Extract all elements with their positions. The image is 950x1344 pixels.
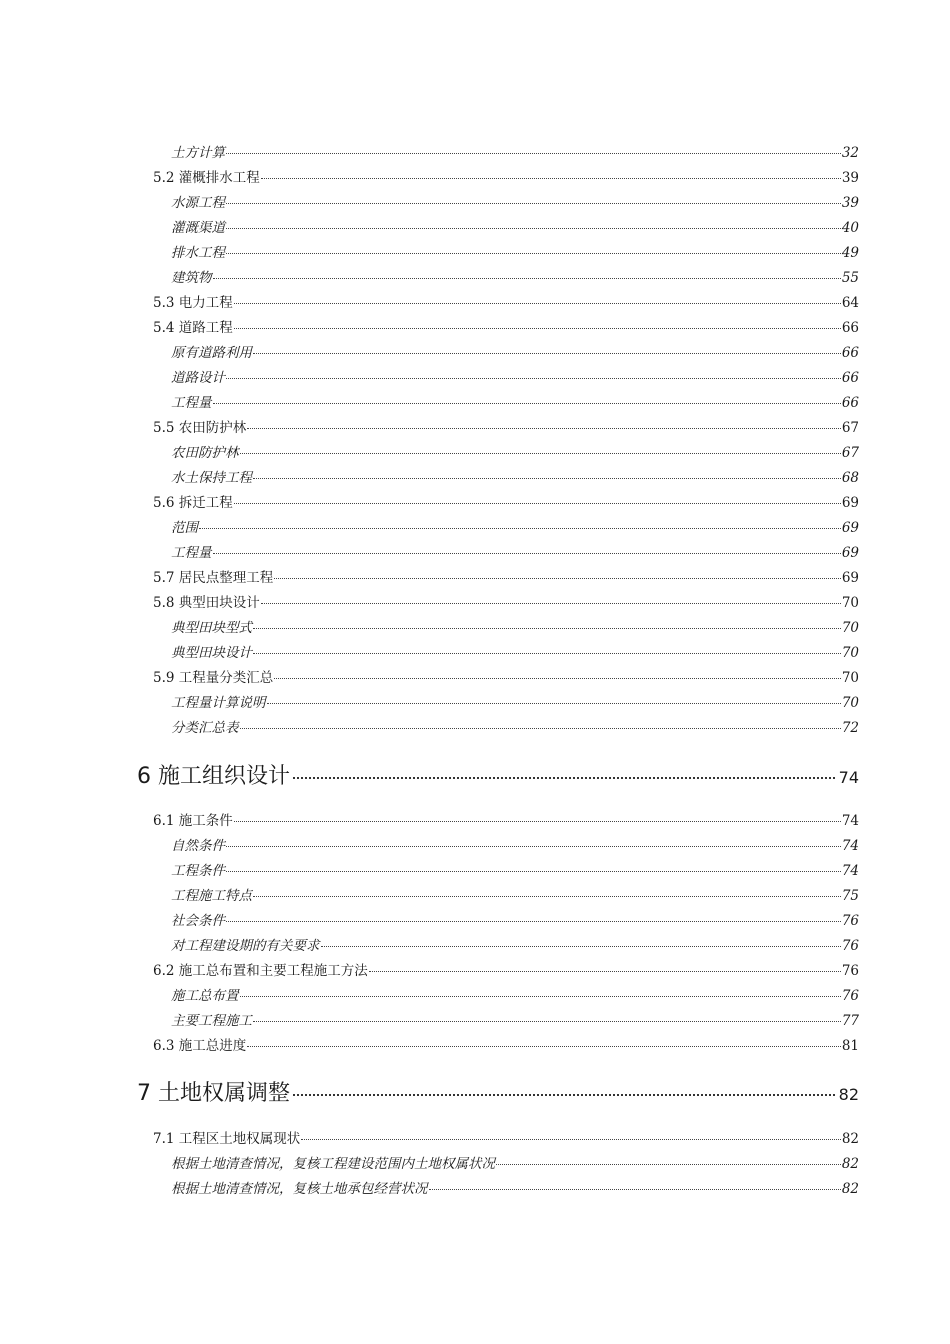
toc-entry-label: 根据土地清查情况，复核工程建设范围内土地权属状况: [171, 1156, 495, 1172]
toc-entry[interactable]: [171, 241, 859, 261]
toc-entry[interactable]: [171, 1009, 859, 1029]
toc-entry-label: 典型田块设计: [171, 645, 252, 661]
toc-entry[interactable]: [171, 691, 859, 711]
dot-leader: [496, 1164, 841, 1165]
dot-leader: [234, 303, 841, 304]
toc-entry-label: 6.1 施工条件: [153, 813, 233, 829]
dot-leader: [226, 846, 841, 847]
dot-leader: [293, 1094, 835, 1096]
toc-page-number: 69: [841, 495, 859, 511]
toc-entry[interactable]: [171, 984, 859, 1004]
toc-entry-label: 水土保持工程: [171, 470, 252, 486]
dot-leader: [253, 353, 841, 354]
dot-leader: [253, 653, 841, 654]
toc-entry-label: 水源工程: [171, 195, 225, 211]
dot-leader: [213, 278, 841, 279]
toc-entry[interactable]: [171, 1177, 859, 1197]
dot-leader: [261, 178, 841, 179]
toc-entry[interactable]: [153, 959, 859, 979]
dot-leader: [267, 703, 841, 704]
toc-entry-label: 6.3 施工总进度: [153, 1038, 247, 1054]
dot-leader: [199, 528, 841, 529]
toc-entry-label: 分类汇总表: [171, 720, 239, 736]
toc-entry[interactable]: [153, 316, 859, 336]
toc-entry[interactable]: [153, 566, 859, 586]
toc-entry[interactable]: [171, 516, 859, 536]
dot-leader: [369, 971, 841, 972]
toc-page-number: 70: [841, 670, 859, 686]
dot-leader: [253, 628, 841, 629]
toc-entry[interactable]: [153, 166, 859, 186]
dot-leader: [321, 946, 841, 947]
toc-page-number: 82: [841, 1156, 859, 1172]
toc-entry[interactable]: [153, 591, 859, 611]
toc-entry-label: 农田防护林: [171, 445, 239, 461]
toc-entry[interactable]: [171, 366, 859, 386]
toc-entry-label: 范围: [171, 520, 198, 536]
toc-entry-label: 5.2 灌概排水工程: [153, 170, 260, 186]
toc-entry-label: 5.7 居民点整理工程: [153, 570, 274, 586]
toc-entry-label: 根据土地清查情况，复核土地承包经营状况: [171, 1181, 428, 1197]
toc-page-number: 82: [838, 1085, 859, 1104]
toc-entry-label: 土方计算: [171, 145, 225, 161]
toc-entry-label: 5.5 农田防护林: [153, 420, 247, 436]
toc-entry[interactable]: [171, 641, 859, 661]
toc-page-number: 74: [838, 768, 859, 787]
toc-chapter-heading[interactable]: [137, 759, 859, 790]
toc-page-number: 66: [841, 320, 859, 336]
toc-entry-label: 主要工程施工: [171, 1013, 252, 1029]
dot-leader: [240, 996, 841, 997]
toc-page-number: 76: [841, 963, 859, 979]
toc-page-number: 49: [841, 245, 859, 261]
dot-leader: [213, 553, 841, 554]
toc-page-number: 32: [841, 145, 859, 161]
toc-page-number: 77: [841, 1013, 859, 1029]
toc-page-number: 82: [841, 1131, 859, 1147]
toc-page-number: 67: [841, 445, 859, 461]
toc-entry-label: 排水工程: [171, 245, 225, 261]
toc-entry-label: 对工程建设期的有关要求: [171, 938, 320, 954]
dot-leader: [274, 578, 841, 579]
toc-entry-label: 工程条件: [171, 863, 225, 879]
toc-page-number: 70: [841, 595, 859, 611]
dot-leader: [226, 203, 841, 204]
dot-leader: [226, 228, 841, 229]
toc-page-number: 70: [841, 645, 859, 661]
dot-leader: [293, 777, 835, 779]
toc-entry[interactable]: [171, 909, 859, 929]
dot-leader: [261, 603, 841, 604]
toc-entry[interactable]: [171, 541, 859, 561]
toc-entry[interactable]: [171, 884, 859, 904]
toc-entry-label: 5.3 电力工程: [153, 295, 233, 311]
toc-entry[interactable]: [153, 1127, 859, 1147]
toc-chapter-label: 6 施工组织设计: [137, 764, 290, 789]
dot-leader: [247, 1046, 841, 1047]
toc-entry-label: 5.4 道路工程: [153, 320, 233, 336]
toc-entry[interactable]: [171, 834, 859, 854]
toc-page-number: 68: [841, 470, 859, 486]
toc-entry-label: 灌溉渠道: [171, 220, 225, 236]
toc-entry[interactable]: [171, 466, 859, 486]
toc-page-number: 74: [841, 863, 859, 879]
toc-page-number: 82: [841, 1181, 859, 1197]
dot-leader: [253, 1021, 841, 1022]
toc-entry[interactable]: [171, 1152, 859, 1172]
dot-leader: [213, 403, 841, 404]
toc-entry[interactable]: [153, 1034, 859, 1054]
toc-chapter-label: 7 土地权属调整: [137, 1081, 290, 1106]
dot-leader: [234, 328, 841, 329]
toc-entry[interactable]: [153, 666, 859, 686]
toc-entry[interactable]: [153, 809, 859, 829]
toc-page-number: 76: [841, 938, 859, 954]
toc-page-number: 81: [841, 1038, 859, 1054]
toc-page-number: 74: [841, 838, 859, 854]
toc-entry-label: 工程施工特点: [171, 888, 252, 904]
toc-page-number: 66: [841, 370, 859, 386]
dot-leader: [301, 1139, 841, 1140]
dot-leader: [274, 678, 841, 679]
toc-chapter-heading[interactable]: [137, 1076, 859, 1107]
toc-page-number: 66: [841, 345, 859, 361]
toc-entry-label: 自然条件: [171, 838, 225, 854]
dot-leader: [253, 478, 841, 479]
toc-page-number: 40: [841, 220, 859, 236]
toc-entry-label: 工程量: [171, 545, 212, 561]
toc-page-number: 75: [841, 888, 859, 904]
toc-page-number: 69: [841, 570, 859, 586]
toc-entry[interactable]: [171, 716, 859, 736]
toc-page-number: 70: [841, 695, 859, 711]
toc-page-number: 67: [841, 420, 859, 436]
toc-entry[interactable]: [171, 616, 859, 636]
toc-page-number: 72: [841, 720, 859, 736]
dot-leader: [226, 253, 841, 254]
toc-entry-label: 施工总布置: [171, 988, 239, 1004]
dot-leader: [240, 728, 841, 729]
dot-leader: [247, 428, 841, 429]
toc-page-number: 74: [841, 813, 859, 829]
toc-entry-label: 5.8 典型田块设计: [153, 595, 260, 611]
toc-entry[interactable]: [171, 266, 859, 286]
toc-entry-label: 社会条件: [171, 913, 225, 929]
toc-entry-label: 工程量计算说明: [171, 695, 266, 711]
toc-page-number: 55: [841, 270, 859, 286]
toc-entry-label: 建筑物: [171, 270, 212, 286]
toc-page-number: 76: [841, 988, 859, 1004]
dot-leader: [234, 503, 841, 504]
dot-leader: [240, 453, 841, 454]
toc-page-number: 69: [841, 520, 859, 536]
toc-entry[interactable]: [171, 934, 859, 954]
toc-page-number: 76: [841, 913, 859, 929]
toc-entry-label: 道路设计: [171, 370, 225, 386]
toc-page-number: 66: [841, 395, 859, 411]
dot-leader: [253, 896, 841, 897]
toc-entry[interactable]: [171, 391, 859, 411]
toc-entry[interactable]: [171, 341, 859, 361]
toc-entry-label: 5.9 工程量分类汇总: [153, 670, 274, 686]
toc-entry[interactable]: [171, 216, 859, 236]
dot-leader: [226, 921, 841, 922]
toc-entry-label: 7.1 工程区土地权属现状: [153, 1131, 301, 1147]
toc-entry[interactable]: [171, 191, 859, 211]
toc-entry-label: 6.2 施工总布置和主要工程施工方法: [153, 963, 368, 979]
toc-entry-label: 5.6 拆迁工程: [153, 495, 233, 511]
toc-page-number: 39: [841, 170, 859, 186]
toc-entry[interactable]: [171, 859, 859, 879]
dot-leader: [226, 153, 841, 154]
toc-entry[interactable]: [153, 291, 859, 311]
toc-entry[interactable]: [153, 416, 859, 436]
toc-entry-label: 原有道路利用: [171, 345, 252, 361]
toc-page-number: 69: [841, 545, 859, 561]
dot-leader: [429, 1189, 841, 1190]
toc-page-number: 39: [841, 195, 859, 211]
dot-leader: [234, 821, 841, 822]
toc-entry[interactable]: [153, 491, 859, 511]
toc-entry-label: 工程量: [171, 395, 212, 411]
toc-entry[interactable]: [171, 141, 859, 161]
toc-entry[interactable]: [171, 441, 859, 461]
toc-page-number: 70: [841, 620, 859, 636]
toc-page-number: 64: [841, 295, 859, 311]
toc-entry-label: 典型田块型式: [171, 620, 252, 636]
dot-leader: [226, 871, 841, 872]
dot-leader: [226, 378, 841, 379]
